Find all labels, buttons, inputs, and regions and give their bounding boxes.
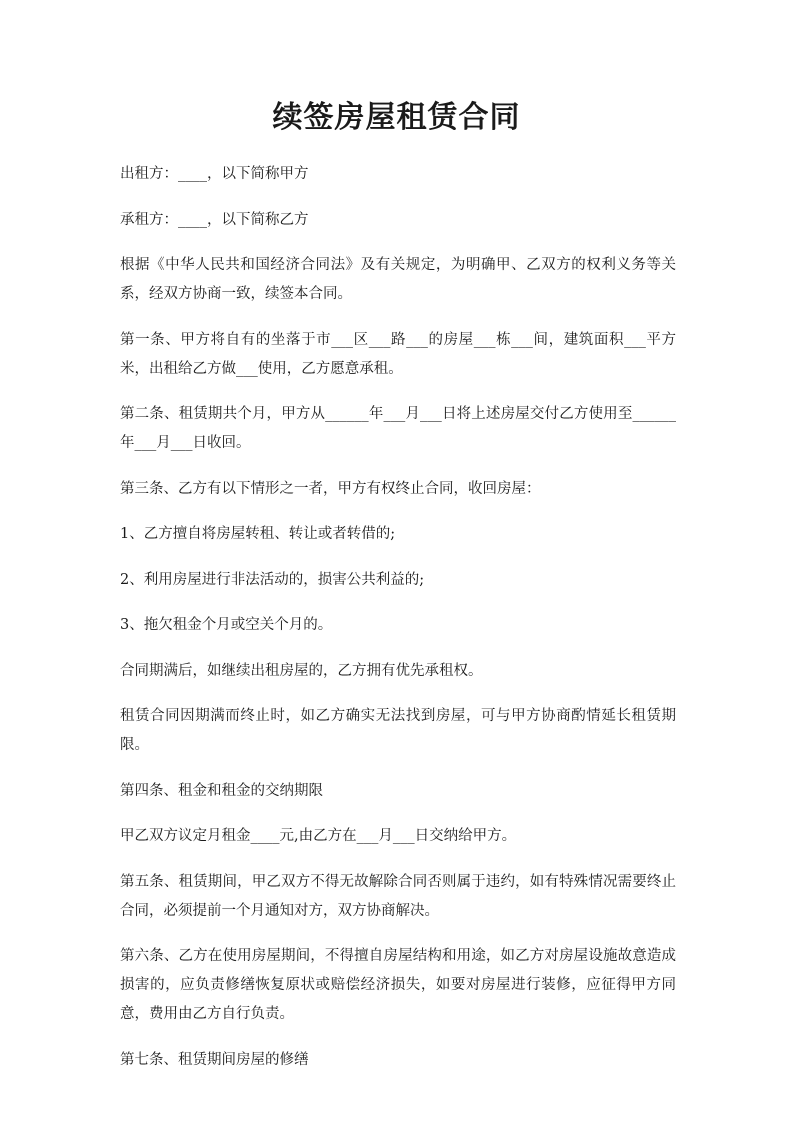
party-lessee: 承租方：____，以下简称乙方 bbox=[120, 211, 309, 228]
article-4-rent: 甲乙双方议定月租金____元,由乙方在___月___日交纳给甲方。 bbox=[120, 828, 517, 844]
article-2: 第二条、租赁期共个月，甲方从______年___月___日将上述房屋交付乙方使用至______年___月___日收回。 bbox=[120, 406, 676, 451]
document-body bbox=[120, 160, 676, 1091]
article-3-item-1: 1、乙方擅自将房屋转租、转让或者转借的; bbox=[120, 526, 396, 542]
article-1: 第一条、甲方将自有的坐落于市___区___路___的房屋___栋___间，建筑面积___平方米，出租给乙方做___使用，乙方愿意承租。 bbox=[120, 331, 676, 377]
document-title: 续签房屋租赁合同 bbox=[272, 100, 521, 135]
preamble: 根据《中华人民共和国经济合同法》及有关规定，为明确甲、乙双方的权利义务等关系，经双方协商一致，续签本合同。 bbox=[120, 257, 676, 302]
renewal-priority-clause: 合同期满后，如继续出租房屋的，乙方拥有优先承租权。 bbox=[120, 662, 483, 679]
article-3-item-3: 3、拖欠租金个月或空关个月的。 bbox=[120, 617, 333, 633]
article-3-item-2: 2、利用房屋进行非法活动的，损害公共利益的; bbox=[120, 571, 425, 588]
article-3: 第三条、乙方有以下情形之一者，甲方有权终止合同，收回房屋： bbox=[120, 480, 541, 497]
article-7-heading: 第七条、租赁期间房屋的修缮 bbox=[120, 1051, 309, 1068]
article-6: 第六条、乙方在使用房屋期间，不得擅自房屋结构和用途，如乙方对房屋设施故意造成损害的，应负责修缮恢复原状或赔偿经济损失，如要对房屋进行装修，应征得甲方同意，费用由乙方自行负责。 bbox=[120, 948, 676, 1022]
extension-clause: 租赁合同因期满而终止时，如乙方确实无法找到房屋，可与甲方协商酌情延长租赁期限。 bbox=[120, 708, 676, 753]
article-5: 第五条、租赁期间，甲乙双方不得无故解除合同否则属于违约，如有特殊情况需要终止合同，必须提前一个月通知对方，双方协商解决。 bbox=[120, 873, 676, 919]
party-lessor: 出租方：____，以下简称甲方 bbox=[120, 166, 309, 182]
article-4-heading: 第四条、租金和租金的交纳期限 bbox=[120, 782, 323, 799]
